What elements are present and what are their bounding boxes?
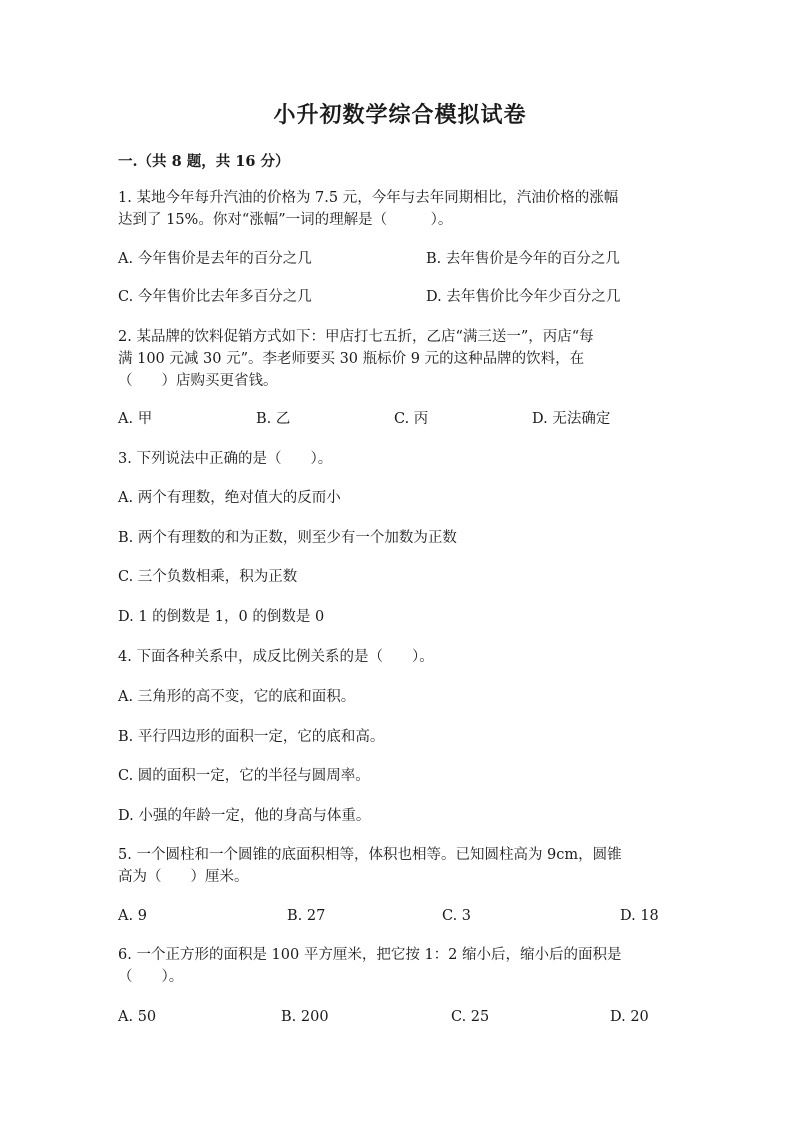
question-3-stem (118, 448, 678, 470)
question-1-stem-line: 达到了 15%。你对“涨幅”一词的理解是（ ）。 (118, 212, 453, 228)
question-4-option-a[interactable]: A. 三角形的高不变，它的底和面积。 (118, 689, 356, 705)
question-6-stem-line: （ ）。 (118, 969, 184, 985)
question-3-option-d[interactable]: D. 1 的倒数是 1，0 的倒数是 0 (118, 609, 325, 625)
question-4-option-c[interactable]: C. 圆的面积一定，它的半径与圆周率。 (118, 768, 370, 784)
question-3-option-a[interactable]: A. 两个有理数，绝对值大的反而小 (118, 490, 341, 506)
question-1-option-c[interactable]: C. 今年售价比去年多百分之几 (118, 289, 312, 305)
question-4-stem-line: 4. 下面各种关系中，成反比例关系的是（ ）。 (118, 649, 434, 665)
question-5-stem-line: 5. 一个圆柱和一个圆锥的底面积相等，体积也相等。已知圆柱高为 9cm，圆锥 (118, 847, 622, 863)
question-2-option-a[interactable]: A. 甲 (118, 411, 153, 427)
question-3-option-b[interactable]: B. 两个有理数的和为正数，则至少有一个加数为正数 (118, 530, 457, 546)
question-2-stem-line: 2. 某品牌的饮料促销方式如下：甲店打七五折，乙店“满三送一”，丙店“每 (118, 329, 594, 345)
question-5-stem-line: 高为（ ）厘米。 (118, 869, 249, 885)
question-2-option-c[interactable]: C. 丙 (394, 411, 429, 427)
page-title: 小升初数学综合模拟试卷 (273, 102, 527, 128)
question-6-stem (118, 944, 678, 988)
question-6-option-c[interactable]: C. 25 (451, 1009, 490, 1025)
question-2-stem-line: （ ）店购买更省钱。 (118, 373, 278, 389)
question-6-option-a[interactable]: A. 50 (118, 1009, 157, 1025)
question-6-stem-line: 6. 一个正方形的面积是 100 平方厘米，把它按 1：2 缩小后，缩小后的面积是 (118, 947, 622, 963)
question-6-option-d[interactable]: D. 20 (610, 1009, 649, 1025)
question-2-option-d[interactable]: D. 无法确定 (532, 411, 611, 427)
question-1-option-d[interactable]: D. 去年售价比今年少百分之几 (426, 289, 621, 305)
question-3-option-c[interactable]: C. 三个负数相乘，积为正数 (118, 569, 298, 585)
question-5-option-b[interactable]: B. 27 (287, 908, 326, 924)
question-1-option-a[interactable]: A. 今年售价是去年的百分之几 (118, 251, 312, 267)
question-4-option-b[interactable]: B. 平行四边形的面积一定，它的底和高。 (118, 729, 385, 745)
question-5-option-c[interactable]: C. 3 (442, 908, 472, 924)
section-heading: 一.（共 8 题，共 16 分） (118, 153, 290, 170)
question-6-option-b[interactable]: B. 200 (281, 1009, 329, 1025)
question-5-option-d[interactable]: D. 18 (620, 908, 659, 924)
question-1-stem (118, 187, 678, 231)
question-1-stem-line: 1. 某地今年每升汽油的价格为 7.5 元，今年与去年同期相比，汽油价格的涨幅 (118, 190, 619, 206)
question-2-stem-line: 满 100 元减 30 元”。李老师要买 30 瓶标价 9 元的这种品牌的饮料，在 (118, 351, 585, 367)
question-5-stem (118, 844, 678, 888)
question-2-stem (118, 326, 678, 392)
question-1-option-b[interactable]: B. 去年售价是今年的百分之几 (426, 251, 620, 267)
question-3-stem-line: 3. 下列说法中正确的是（ ）。 (118, 451, 333, 467)
question-2-option-b[interactable]: B. 乙 (256, 411, 291, 427)
question-5-option-a[interactable]: A. 9 (118, 908, 147, 924)
question-4-stem (118, 646, 678, 668)
question-4-option-d[interactable]: D. 小强的年龄一定，他的身高与体重。 (118, 808, 371, 824)
